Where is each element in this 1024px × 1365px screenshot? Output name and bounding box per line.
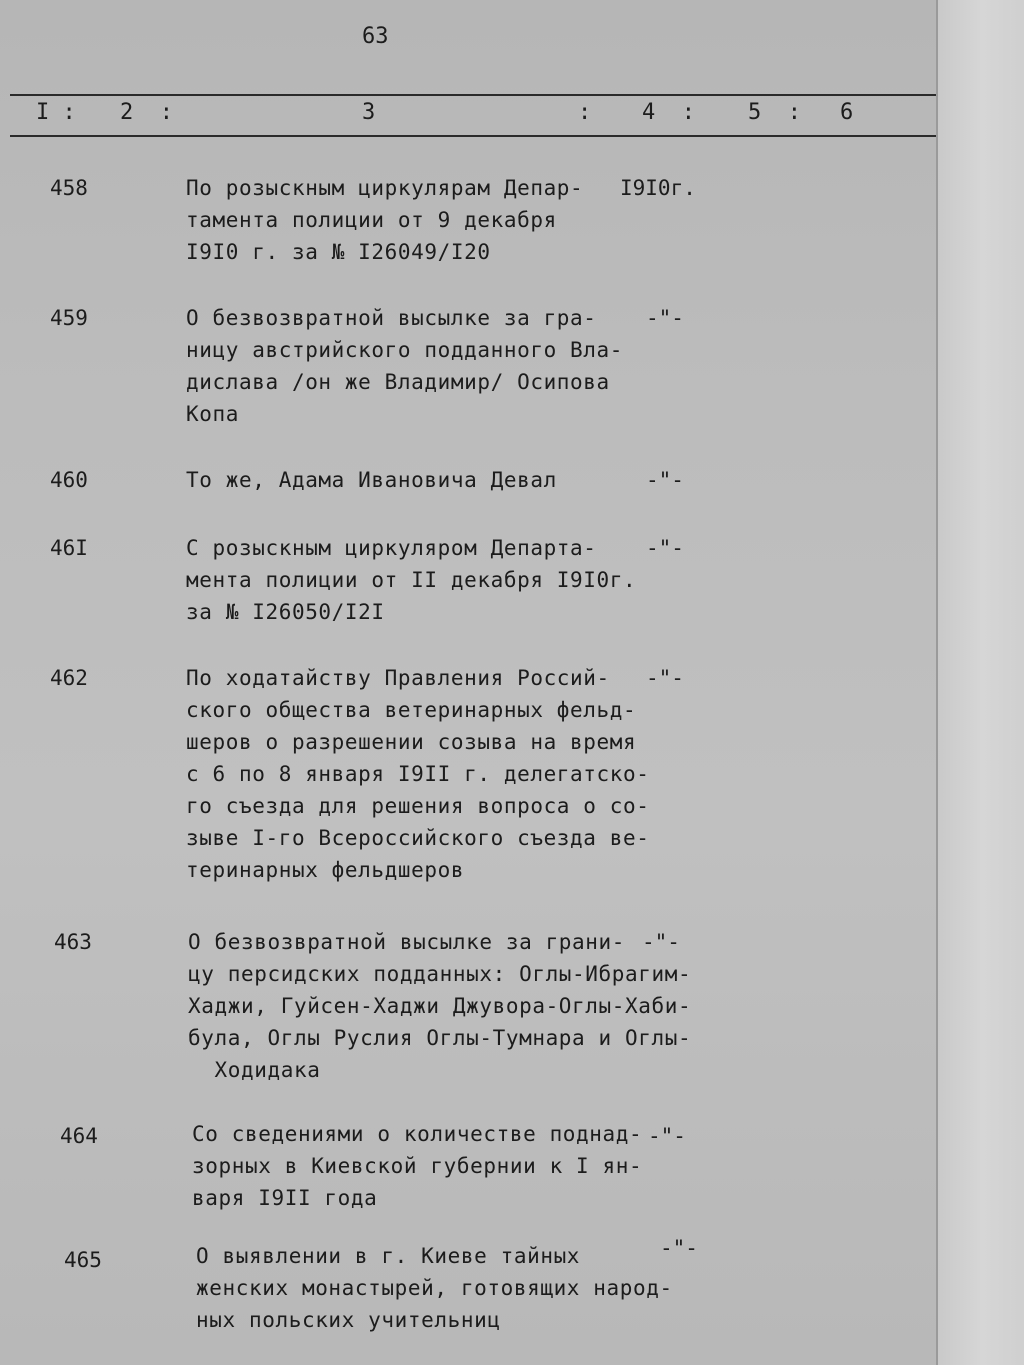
entry-number: 464 [60,1124,98,1148]
entry-date: -"- [646,666,684,690]
entry-date: -"- [646,536,684,560]
column-header-2: 2 : [120,100,173,125]
header-rule-bottom [10,135,936,137]
entry-description: Со сведениями о количестве поднад- зорных в Киевской губернии к I ян- варя I9II года [192,1122,643,1210]
entry-description: О выявлении в г. Киеве тайных женских монастырей, готовящих народ- ных польских учительниц [196,1244,673,1332]
column-header-5: 5 : [748,100,801,125]
page-number: 63 [362,24,389,49]
adjacent-sheet-edge [936,0,1024,1365]
column-header-1: I : [36,100,76,125]
entry-description: С розыскным циркуляром Департа- мента полиции от II декабря I9I0г. за № I26050/I2I [186,536,637,624]
column-header-3: 3 [362,100,376,125]
entry-date: -"- [646,306,684,330]
entry-number: 46I [50,536,88,560]
column-header-sep-3: : [578,100,592,125]
entry-date: -"- [642,930,680,954]
column-header-6: 6 [840,100,854,125]
entry-date: -"- [660,1236,698,1260]
entry-number: 465 [64,1248,102,1272]
entry-description: По ходатайству Правления Россий- ского общества ветеринарных фельд- шеров о разрешении созыва на время с 6 по 8 января I9II г. делегатско- го съезда для решения вопроса о со- зыве I-го Всероссийского съезда ве- теринарных фельдшеров [186,666,650,882]
entry-description: О безвозвратной высылке за гра- ницу австрийского подданного Вла- дислава /он же Владимир/ Осипова Копа [186,306,624,426]
entry-date: I9I0г. [620,176,696,200]
entry-date: -"- [646,468,684,492]
entry-number: 459 [50,306,88,330]
entry-date: -"- [648,1124,686,1148]
entry-number: 463 [54,930,92,954]
entry-description: По розыскным циркулярам Депар- тамента полиции от 9 декабря I9I0 г. за № I26049/I20 [186,176,584,264]
entry-description: То же, Адама Ивановича Девал [186,468,557,492]
entry-description: О безвозвратной высылке за грани- цу персидских подданных: Оглы-Ибрагим- Хаджи, Гуйсен-Хаджи Джувора-Оглы-Хаби- була, Оглы Руслия Оглы-Тумнара и Оглы- Ходидака [188,930,692,1082]
column-header-4: 4 : [642,100,695,125]
header-rule-top [10,94,936,96]
entry-number: 458 [50,176,88,200]
entry-number: 460 [50,468,88,492]
entry-number: 462 [50,666,88,690]
